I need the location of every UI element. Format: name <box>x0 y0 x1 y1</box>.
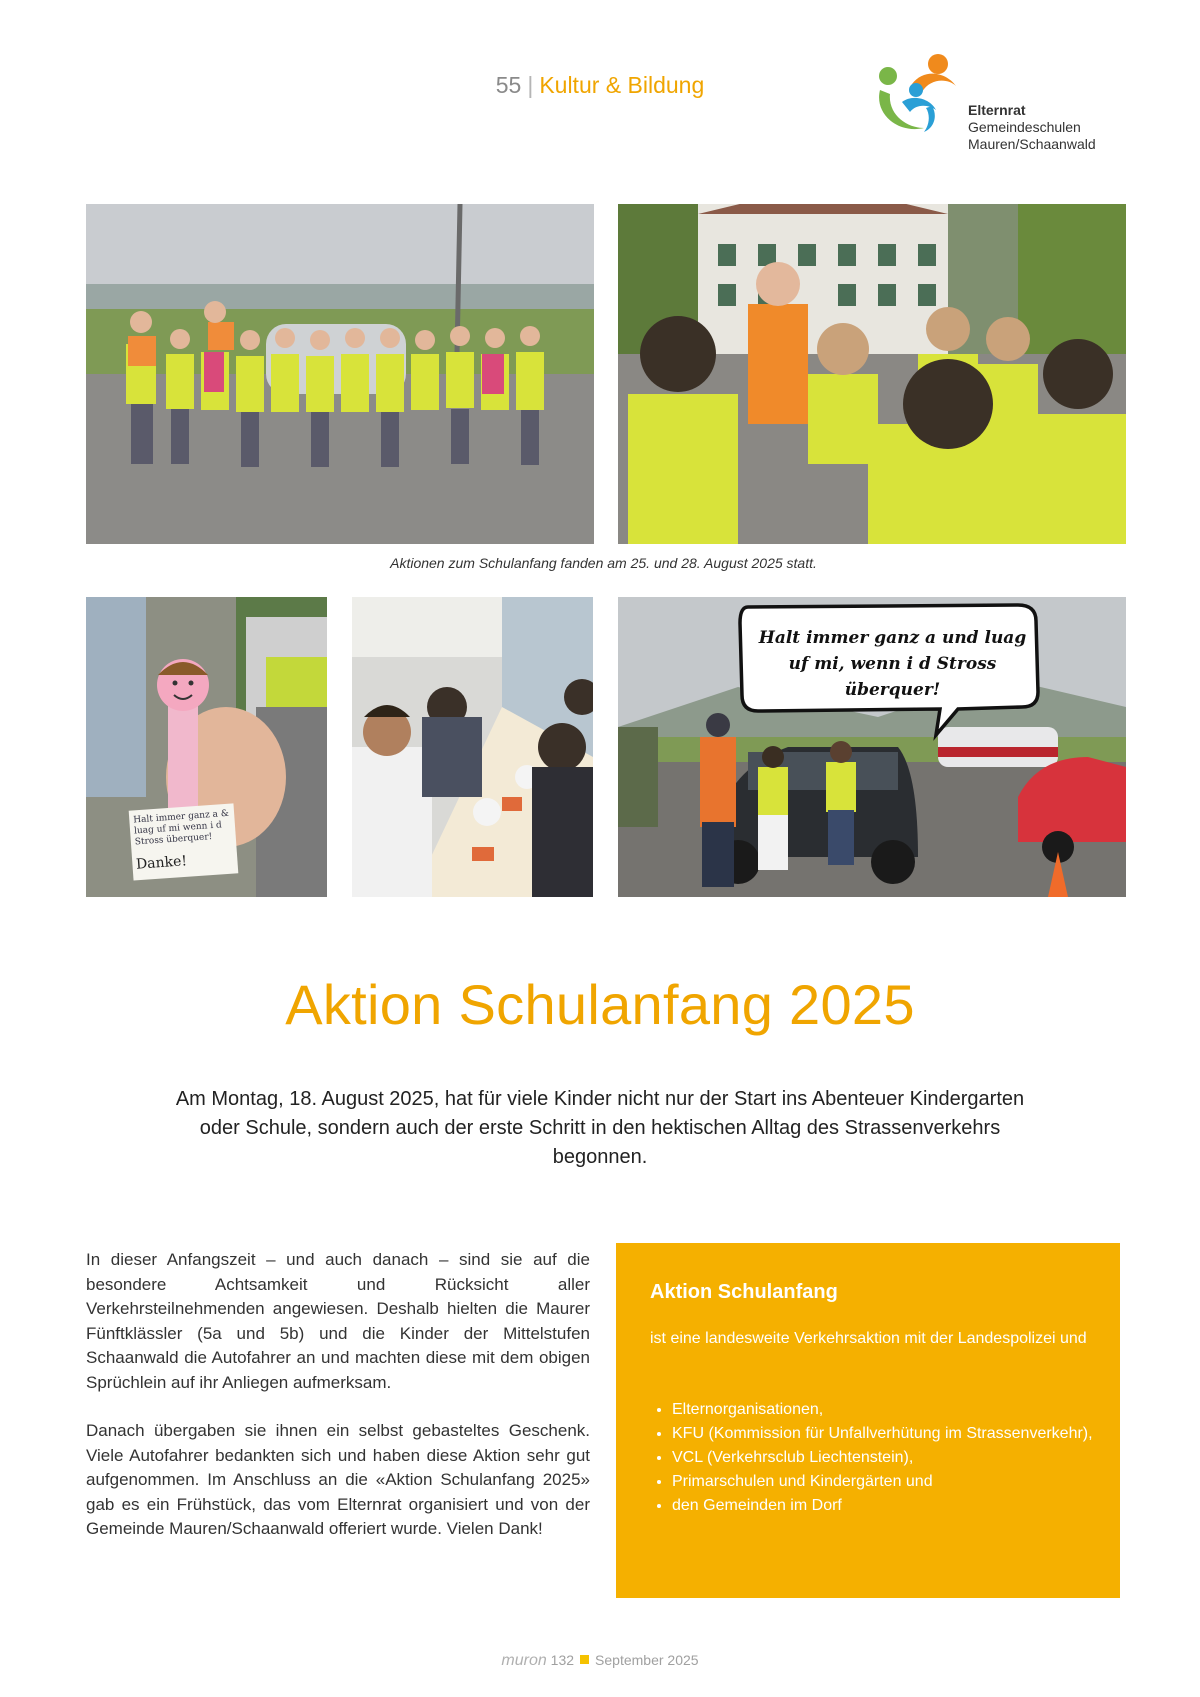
article-lead: Am Montag, 18. August 2025, hat für viele Kinder nicht nur der Start ins Abenteuer Kindergarten oder Schule, sondern auch der erste Schritt in den hektischen Alltag des Strassenverkehrs begonnen. <box>175 1088 1025 1168</box>
photo-breakfast <box>352 597 593 897</box>
info-box-title: Aktion Schulanfang <box>650 1281 838 1303</box>
list-item: • Elternorganisationen, <box>672 1398 1112 1422</box>
list-item: • VCL (Verkehrsclub Liechtenstein), <box>672 1446 1112 1470</box>
list-item: • KFU (Kommission für Unfallverhütung im Strassenverkehr), <box>672 1422 1112 1446</box>
list-item: • den Gemeinden im Dorf <box>672 1494 1112 1518</box>
section-title: Kultur & Bildung <box>539 72 705 98</box>
logo-text <box>968 102 1096 153</box>
footer-issue: 132 <box>550 1652 575 1668</box>
speech-bubble-text <box>750 625 1035 703</box>
list-item: • Primarschulen und Kindergärten und <box>672 1470 1112 1494</box>
photo-clothespin-gift <box>86 597 327 897</box>
footer-date: September 2025 <box>595 1652 699 1668</box>
page-footer <box>0 1652 1200 1670</box>
elternrat-logo <box>872 50 1142 160</box>
photo-group-safety-vests <box>86 204 594 544</box>
note-card-text: Halt immer ganz a & luag uf mi wenn i d Stross überquer! <box>132 808 230 848</box>
elternrat-logo-mark <box>872 50 962 140</box>
article-paragraph-2: Danach übergaben sie ihnen ein selbst gebasteltes Geschenk. Viele Autofahrer bedankten sich und haben diese Aktion sehr gut aufgenommen. Im Anschluss an die «Aktion Schulanfang 2025» gab es ein Frühstück, das vom Elternrat organisiert und von der Gemeinde Mauren/Schaanwald offeriert wurde. Vielen Dank! <box>86 1421 590 1538</box>
photo-officer-with-children <box>618 204 1126 544</box>
info-box-intro: ist eine landesweite Verkehrsaktion mit der Landespolizei und <box>650 1330 1087 1347</box>
logo-line2: Gemeindeschulen <box>968 119 1081 135</box>
info-box-list <box>650 1398 1112 1518</box>
speech-bubble-line1: Halt immer ganz a und luag <box>758 628 1027 648</box>
header-separator: | <box>527 72 534 98</box>
footer-brand: muron <box>501 1652 547 1669</box>
note-card-thanks: Danke! <box>135 853 188 873</box>
footer-square-icon <box>580 1655 589 1664</box>
article-title: Aktion Schulanfang 2025 <box>285 973 915 1036</box>
logo-line3: Mauren/Schaanwald <box>968 136 1096 152</box>
logo-line1: Elternrat <box>968 102 1026 118</box>
speech-bubble-line2: uf mi, wenn i d Stross überquer! <box>788 654 997 700</box>
photo-car-stop <box>618 597 1126 897</box>
article-paragraph-1: In dieser Anfangszeit – und auch danach – sind sie auf die besondere Achtsamkeit und Rücksicht aller Verkehrsteilnehmenden angewiesen. Deshalb hielten die Maurer Fünftklässler (5a und 5b) und die Kinder der Mittelstufen Schaanwald die Autofahrer an und machten diese mit dem obigen Sprüchlein auf ihr Anliegen aufmerksam. <box>86 1250 590 1392</box>
article-body <box>86 1248 590 1566</box>
page-number: 55 <box>495 72 522 98</box>
photo-caption: Aktionen zum Schulanfang fanden am 25. und 28. August 2025 statt. <box>390 555 817 571</box>
info-box <box>616 1243 1120 1598</box>
